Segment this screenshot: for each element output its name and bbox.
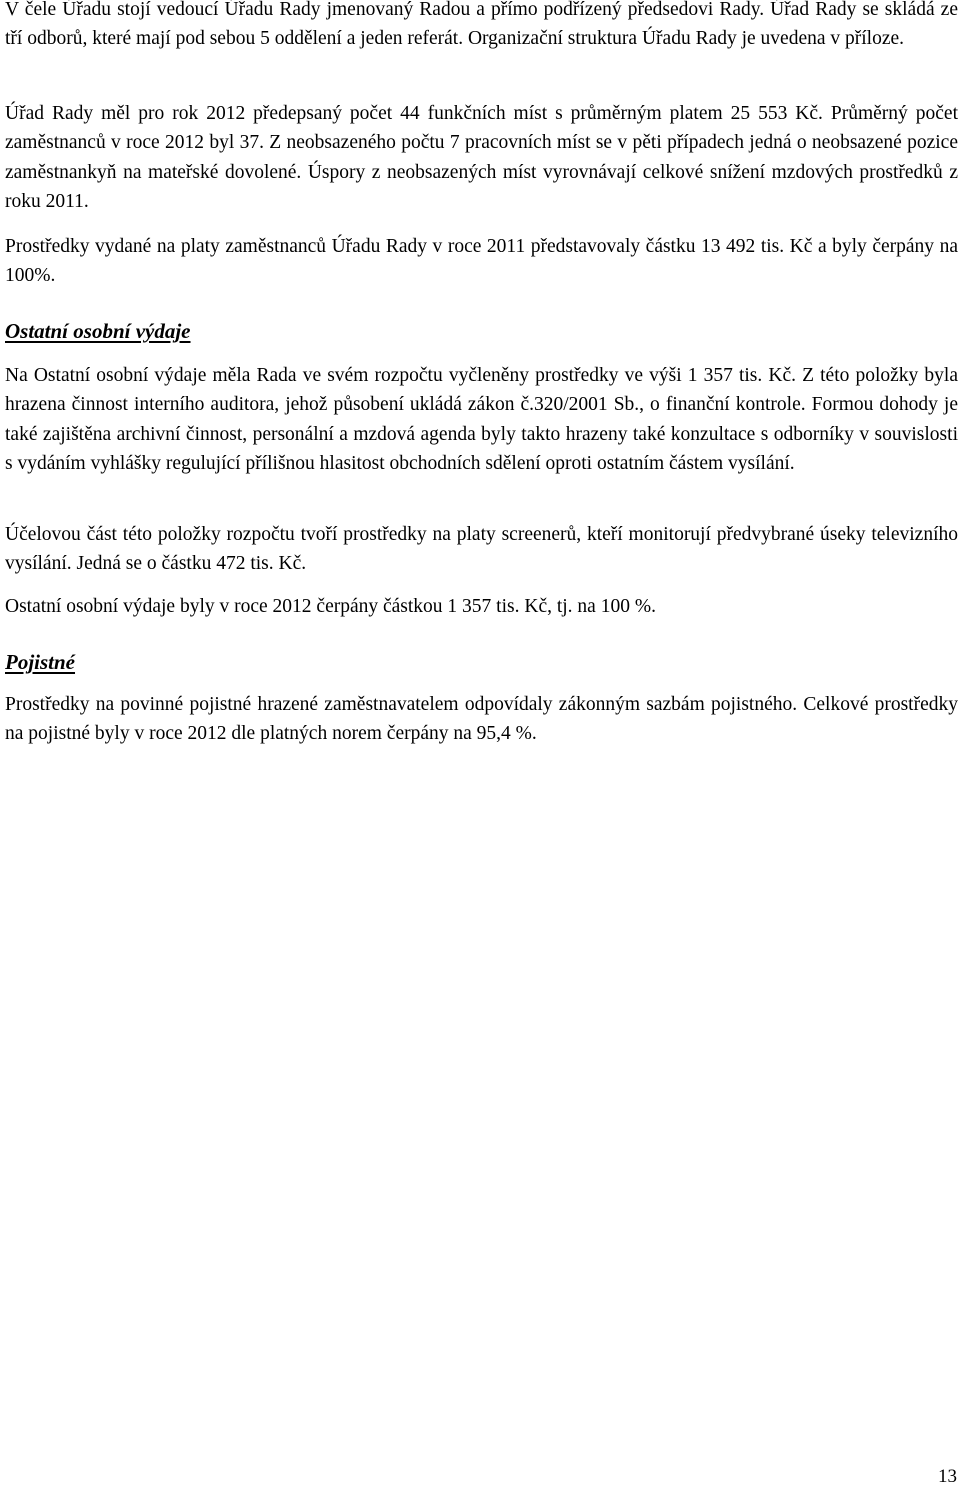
paragraph-office-structure: V čele Úřadu stojí vedoucí Úřadu Rady jmenovaný Radou a přímo podřízený předsedovi Rady. Úřad Rady se skládá ze tří odborů, které mají pod sebou 5 oddělení a jeden referát. Organizační struktura Úřadu Rady je uvedena v příloze.: [5, 0, 958, 50]
heading-insurance: Pojistné: [5, 650, 76, 674]
heading-other-personal-expenses: Ostatní osobní výdaje: [5, 319, 191, 343]
paragraph-insurance: Prostředky na povinné pojistné hrazené zaměstnavatelem odpovídaly zákonným sazbám pojistného. Celkové prostředky na pojistné byly v roce 2012 dle platných norem čerpány na 95,4 %.: [5, 694, 958, 745]
paragraph-other-expenses-allocation: Na Ostatní osobní výdaje měla Rada ve svém rozpočtu vyčleněny prostředky ve výši 1 357 tis. Kč. Z této položky byla hrazena činnost interního auditora, jehož působení ukládá zákon č.320/2001 Sb., o finanční kontrole. Formou dohody je také zajištěna archivní činnost, personální a mzdová agenda byly takto hrazeny také konzultace s odborníky v souvislosti s vydáním vyhlášky regulující přílišnou hlasitost obchodních sdělení oproti ostatním částem vysílání.: [5, 365, 958, 474]
paragraph-staffing: Úřad Rady měl pro rok 2012 předepsaný počet 44 funkčních míst s průměrným platem 25 553 Kč. Průměrný počet zaměstnanců v roce 2012 byl 37. Z neobsazeného počtu 7 pracovních míst se v pěti případech jedná o neobsazené pozice zaměstnankyň na mateřské dovolené. Úspory z neobsazených míst vyrovnávají celkové snížení mzdových prostředků z roku 2011.: [5, 103, 958, 212]
paragraph-screeners: Účelovou část této položky rozpočtu tvoří prostředky na platy screenerů, kteří monitorují předvybrané úseky televizního vysílání. Jedná se o částku 472 tis. Kč.: [5, 524, 958, 575]
paragraph-other-expenses-spent: Ostatní osobní výdaje byly v roce 2012 čerpány částkou 1 357 tis. Kč, tj. na 100 %.: [5, 596, 656, 617]
paragraph-salary-funds: Prostředky vydané na platy zaměstnanců Úřadu Rady v roce 2011 představovaly částku 13 492 tis. Kč a byly čerpány na 100%.: [5, 236, 958, 287]
page-number: 13: [938, 1466, 957, 1487]
